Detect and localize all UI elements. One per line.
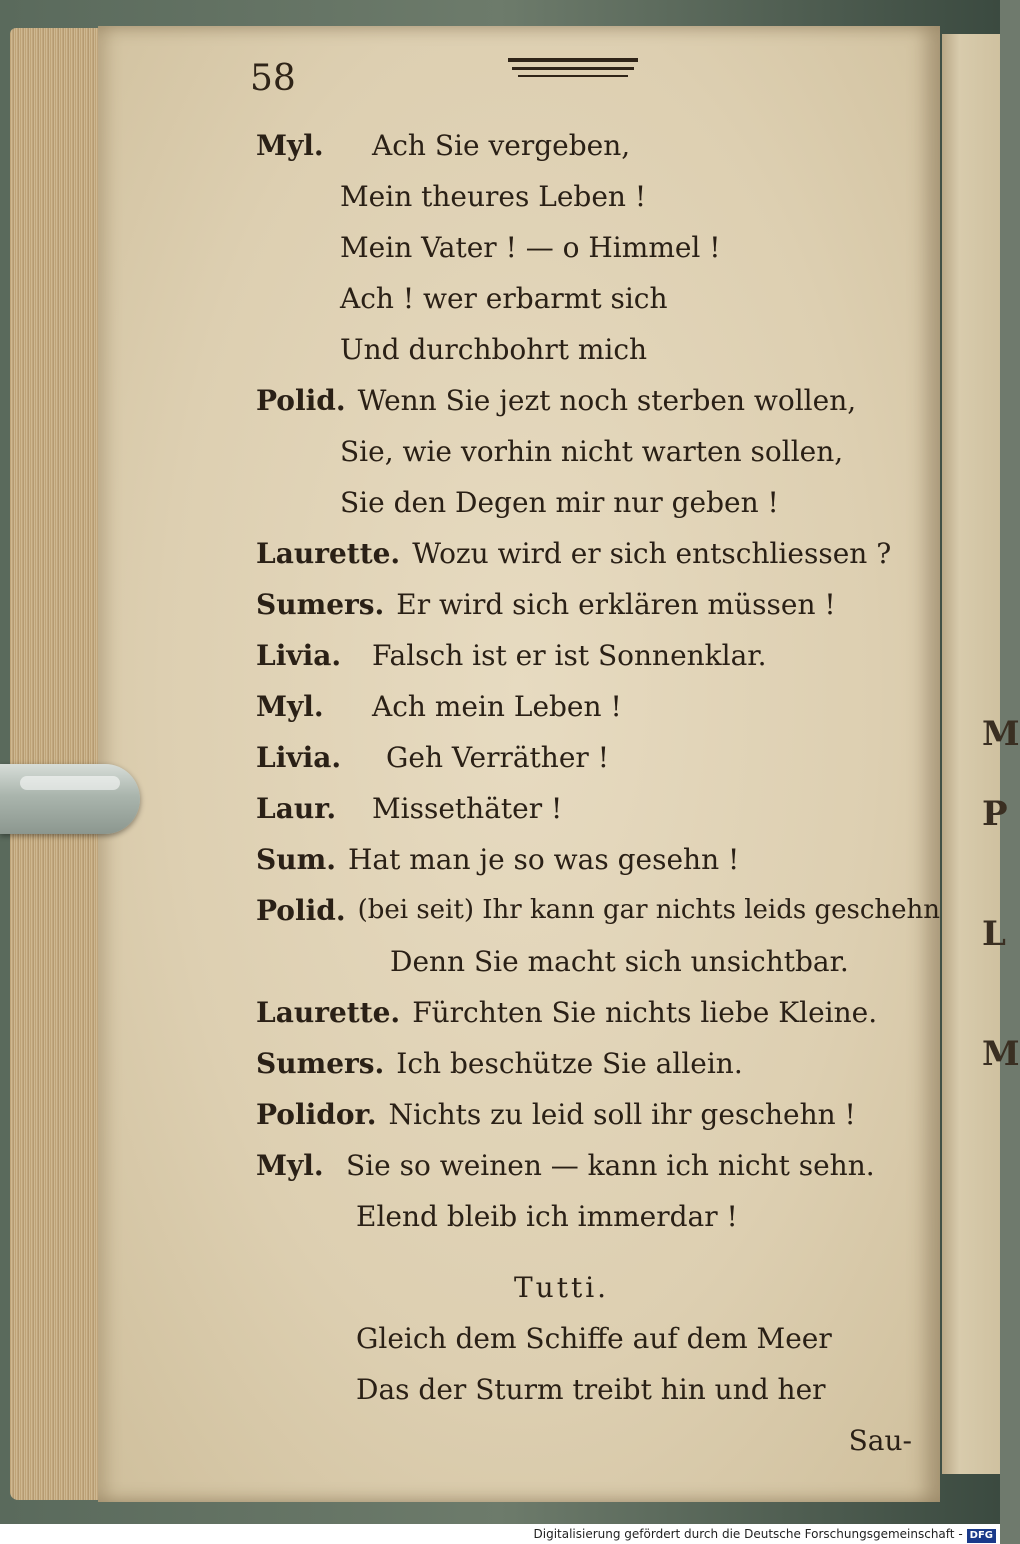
speaker-name: Myl.	[256, 690, 324, 723]
speaker-name: Sumers.	[256, 588, 385, 621]
header-ornament	[508, 58, 638, 82]
text-line	[256, 477, 936, 528]
verse-text: Mein Vater ! — o Himmel !	[340, 231, 721, 264]
verse-text: Ach ! wer erbarmt sich	[340, 282, 668, 315]
text-line	[256, 528, 936, 579]
facing-page-edge	[942, 34, 1020, 1474]
page-text	[256, 120, 941, 1466]
verse-text: Und durchbohrt mich	[340, 333, 648, 366]
verse-text: Er wird sich erklären müssen !	[396, 588, 836, 621]
verse-text: (bei seit) Ihr kann gar nichts leids geschehn	[357, 895, 941, 925]
text-line	[256, 1038, 936, 1089]
text-line	[256, 579, 936, 630]
text-line	[256, 1313, 936, 1364]
section-heading: Tutti.	[514, 1271, 610, 1304]
verse-text: Mein theures Leben !	[340, 180, 647, 213]
verse-text: Ach mein Leben !	[372, 690, 622, 723]
text-line	[256, 1089, 936, 1140]
page-number: 58	[250, 58, 296, 99]
verse-text: Missethäter !	[372, 792, 563, 825]
text-line	[256, 681, 936, 732]
dfg-logo: DFG	[967, 1529, 996, 1543]
text-line	[256, 834, 936, 885]
text-line	[256, 120, 936, 171]
speaker-name: Sumers.	[256, 1047, 385, 1080]
book-clamp	[0, 764, 140, 834]
verse-text: Fürchten Sie nichts liebe Kleine.	[412, 996, 878, 1029]
text-line	[256, 885, 941, 936]
text-line	[256, 987, 936, 1038]
verse-text: Das der Sturm treibt hin und her	[356, 1373, 826, 1406]
facing-page-letter: M	[982, 1034, 1020, 1074]
text-line	[256, 1140, 936, 1191]
text-line	[256, 222, 936, 273]
footer-text: Digitalisierung gefördert durch die Deutsche Forschungsgemeinschaft -	[533, 1527, 963, 1541]
verse-text: Sie den Degen mir nur geben !	[340, 486, 779, 519]
text-line	[256, 426, 936, 477]
speaker-name: Livia.	[256, 741, 342, 774]
verse-text: Geh Verräther !	[386, 741, 609, 774]
verse-text: Sie, wie vorhin nicht warten sollen,	[340, 435, 844, 468]
verse-text: Gleich dem Schiffe auf dem Meer	[356, 1322, 832, 1355]
text-line	[256, 936, 936, 987]
verse-text: Denn Sie macht sich unsichtbar.	[390, 945, 849, 978]
verse-text: Wenn Sie jezt noch sterben wollen,	[357, 384, 857, 417]
speaker-name: Polid.	[256, 384, 346, 417]
verse-text: Falsch ist er ist Sonnenklar.	[372, 639, 767, 672]
text-line	[256, 324, 936, 375]
text-line	[256, 1364, 936, 1415]
text-line	[256, 783, 936, 834]
verse-text: Ich beschütze Sie allein.	[396, 1047, 743, 1080]
verse-text: Hat man je so was gesehn !	[347, 843, 740, 876]
facing-page-letter: L	[982, 914, 1006, 954]
text-line	[256, 273, 936, 324]
verse-text: Wozu wird er sich entschliessen ?	[412, 537, 892, 570]
speaker-name: Livia.	[256, 639, 342, 672]
speaker-name: Sum.	[256, 843, 336, 876]
facing-page-letter: P	[982, 794, 1008, 834]
catchword-line	[256, 1415, 936, 1466]
verse-text: Elend bleib ich immerdar !	[356, 1200, 738, 1233]
catchword: Sau-	[848, 1424, 912, 1457]
speaker-name: Myl.	[256, 1149, 324, 1182]
text-line	[256, 171, 936, 222]
speaker-name: Laur.	[256, 792, 337, 825]
text-line	[256, 1191, 936, 1242]
speaker-name: Polid.	[256, 894, 346, 927]
facing-page-letter: M	[982, 714, 1020, 754]
text-line	[256, 630, 936, 681]
speaker-name: Laurette.	[256, 996, 401, 1029]
speaker-name: Laurette.	[256, 537, 401, 570]
text-line	[256, 375, 936, 426]
verse-text: Nichts zu leid soll ihr geschehn !	[388, 1098, 856, 1131]
speaker-name: Polidor.	[256, 1098, 377, 1131]
speaker-name: Myl.	[256, 129, 324, 162]
verse-text: Sie so weinen — kann ich nicht sehn.	[346, 1149, 875, 1182]
verse-text: Ach Sie vergeben,	[372, 129, 631, 162]
footer-credit	[0, 1524, 1000, 1544]
text-line	[256, 732, 936, 783]
